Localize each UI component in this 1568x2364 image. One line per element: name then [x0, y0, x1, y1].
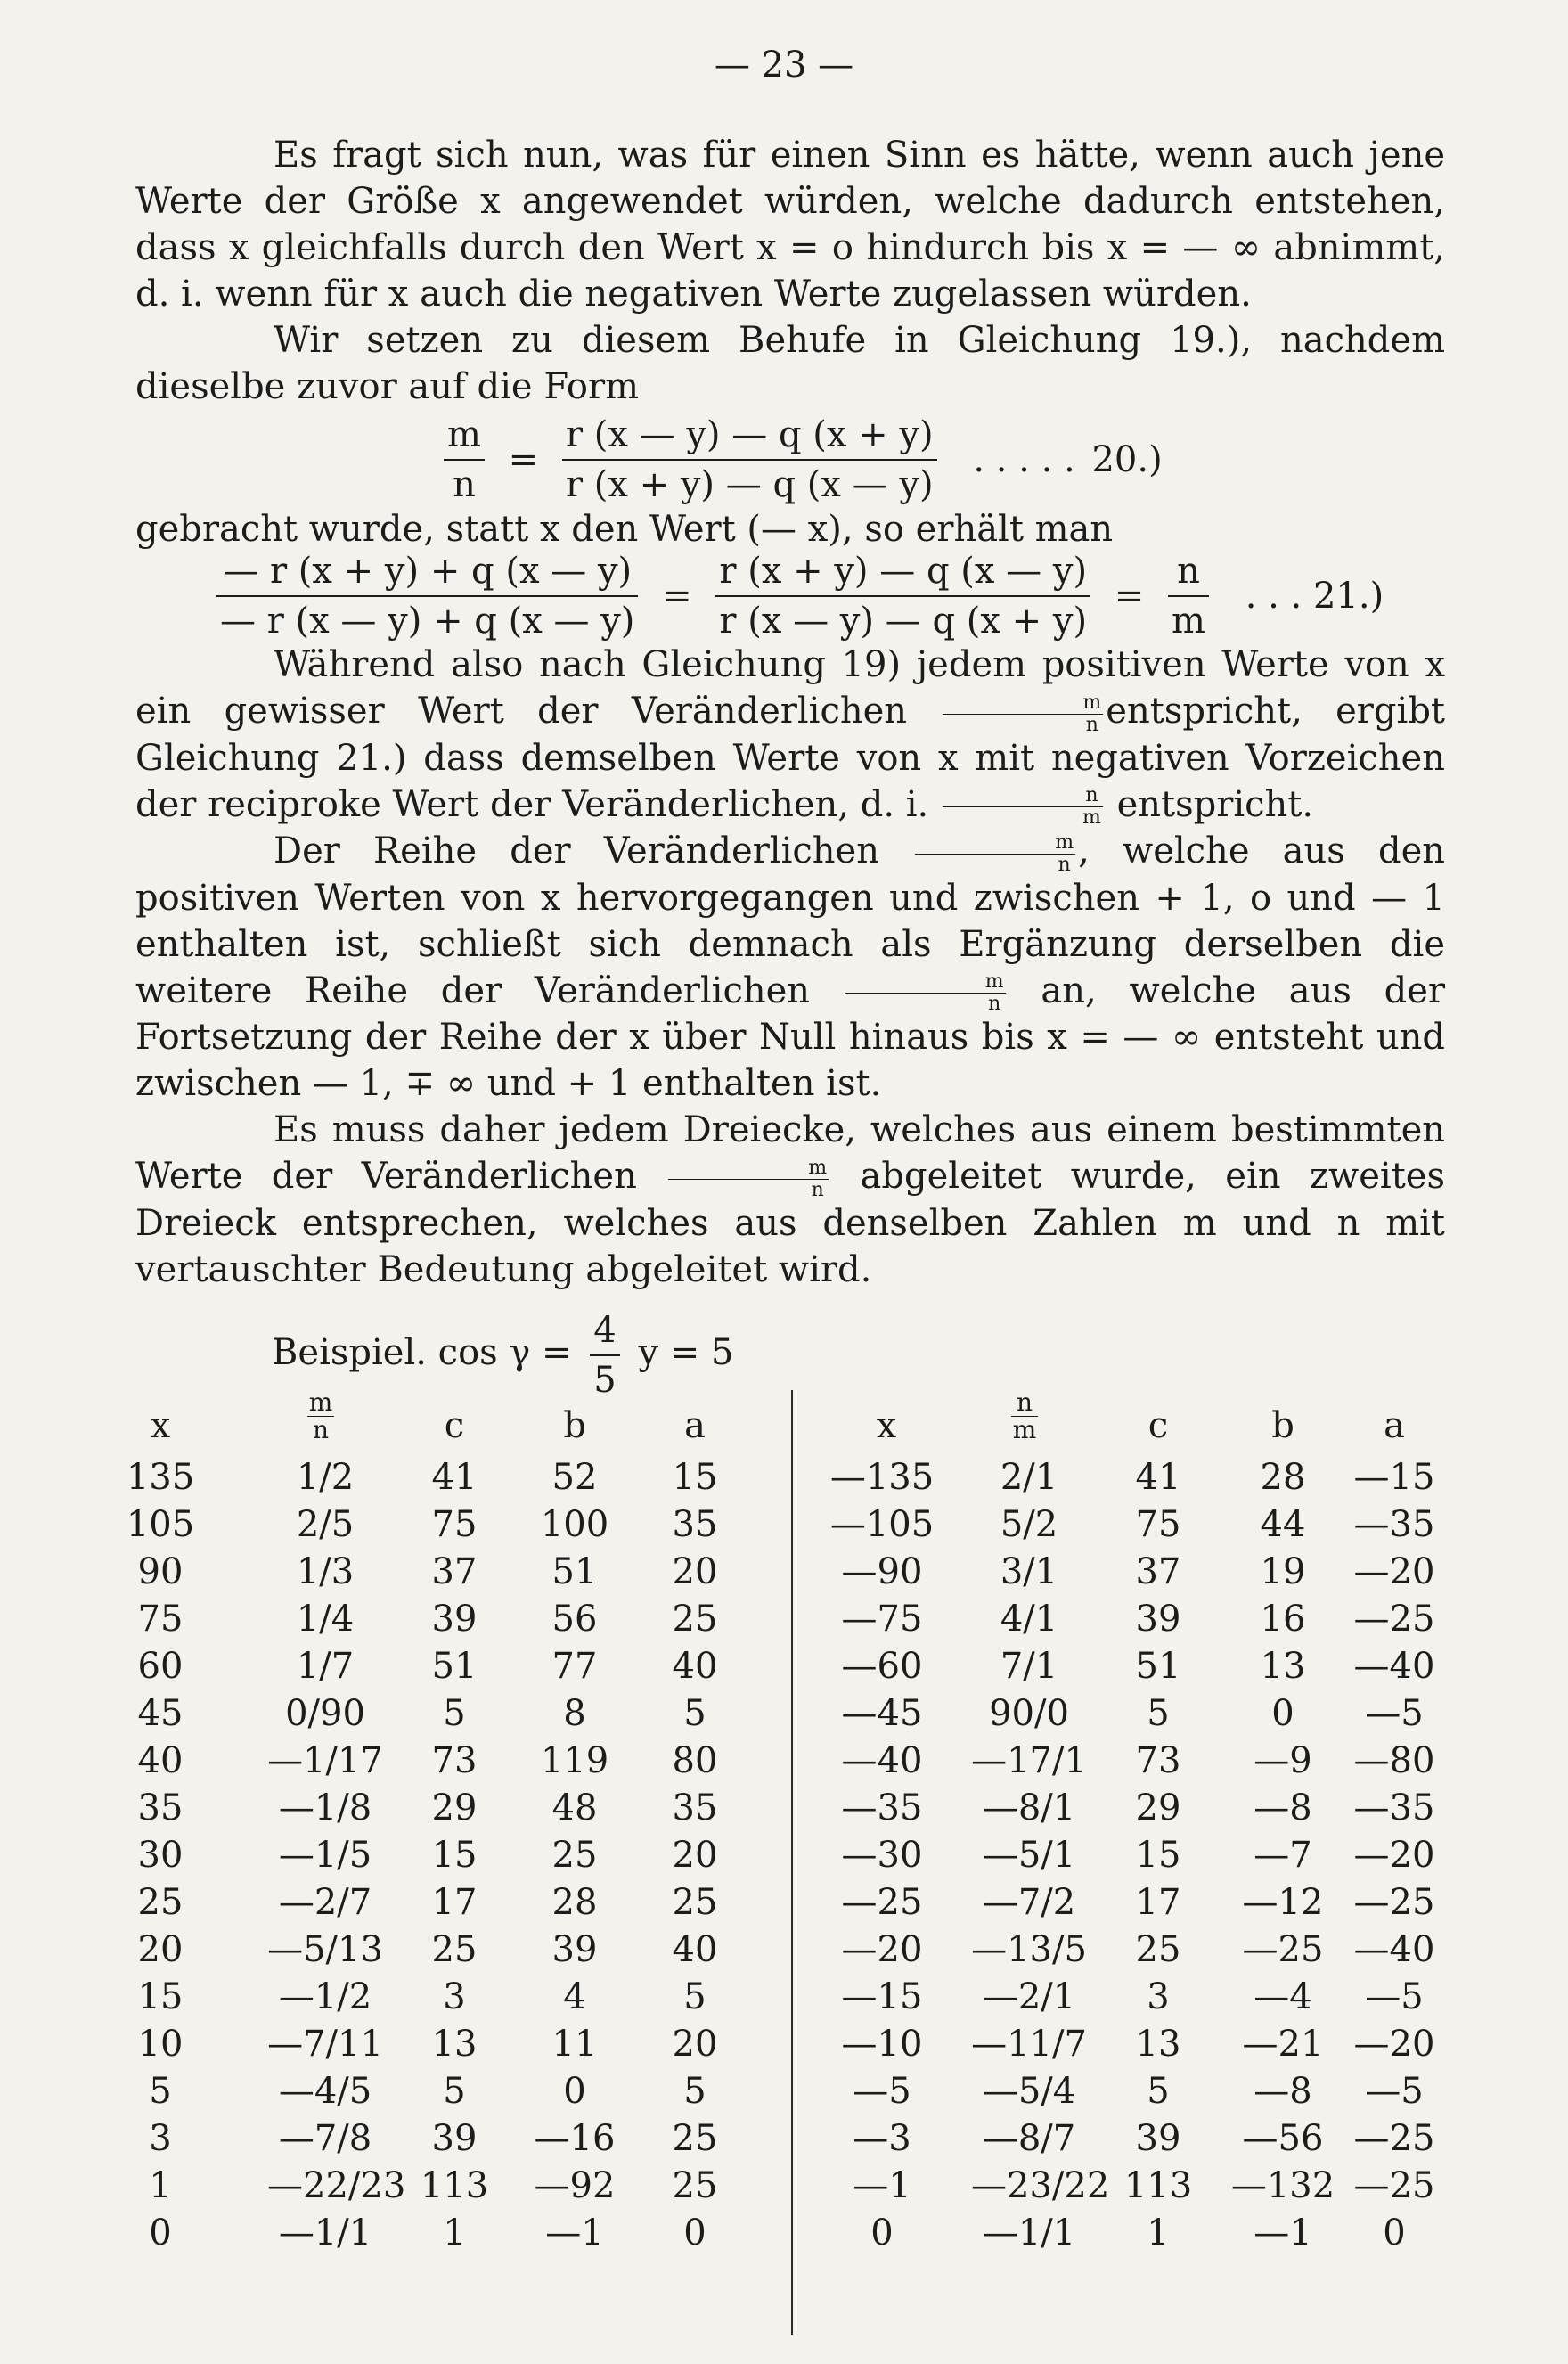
left-cell-r4-c0: 60: [137, 1646, 184, 1687]
right-cell-r12-c0: —10: [841, 2024, 923, 2065]
right-cell-r15-c0: —1: [853, 2165, 911, 2206]
left-cell-r13-c0: 5: [149, 2071, 172, 2112]
m-over-n: $\frac{m}{n}$: [668, 1158, 829, 1200]
right-cell-r6-c1: —17/1: [971, 1740, 1087, 1781]
col-header-c-right: c: [1147, 1405, 1169, 1446]
right-cell-r14-c1: —8/7: [982, 2118, 1076, 2159]
cos-fraction: $\frac{4}{5}$: [590, 1310, 619, 1401]
right-cell-r10-c4: —40: [1353, 1929, 1435, 1970]
right-cell-r0-c4: —15: [1353, 1457, 1435, 1498]
left-cell-r13-c2: 5: [443, 2071, 466, 2112]
left-cell-r11-c2: 3: [443, 1976, 466, 2017]
left-cell-r16-c0: 0: [149, 2213, 172, 2254]
left-cell-r4-c1: 1/7: [296, 1646, 355, 1687]
left-cell-r7-c3: 48: [551, 1787, 598, 1828]
table-divider: [791, 1390, 793, 2335]
right-cell-r7-c4: —35: [1353, 1787, 1435, 1828]
eq20-dots: . . . . .: [973, 439, 1075, 480]
right-cell-r5-c1: 90/0: [989, 1693, 1069, 1734]
left-cell-r8-c4: 20: [672, 1835, 718, 1876]
left-cell-r15-c0: 1: [149, 2165, 172, 2206]
right-cell-r16-c1: —1/1: [982, 2213, 1076, 2254]
col-header-c-left: c: [444, 1405, 465, 1446]
left-cell-r6-c0: 40: [137, 1740, 184, 1781]
right-cell-r9-c2: 17: [1135, 1882, 1181, 1923]
col-header-x-right: x: [876, 1405, 897, 1446]
right-cell-r1-c1: 5/2: [1000, 1504, 1058, 1545]
eq20-label: 20.): [1091, 439, 1163, 480]
right-cell-r12-c4: —20: [1353, 2024, 1435, 2065]
left-cell-r16-c1: —1/1: [278, 2213, 372, 2254]
right-cell-r4-c2: 51: [1135, 1646, 1181, 1687]
left-cell-r6-c3: 119: [540, 1740, 609, 1781]
eq21-fraction-1: $\frac{— r (x + y) + q (x — y)}{— r (x — y) + q (x — y)}$: [216, 551, 638, 642]
right-cell-r13-c0: —5: [853, 2071, 911, 2112]
right-cell-r13-c3: —8: [1254, 2071, 1312, 2112]
right-cell-r2-c3: 19: [1260, 1551, 1306, 1592]
right-cell-r3-c4: —25: [1353, 1599, 1435, 1640]
right-cell-r0-c0: —135: [829, 1457, 935, 1498]
right-cell-r7-c1: —8/1: [982, 1787, 1076, 1828]
right-cell-r3-c1: 4/1: [1000, 1599, 1058, 1640]
eq20-lhs-fraction: $\frac{m}{n}$: [444, 414, 485, 505]
left-cell-r11-c0: 15: [137, 1976, 184, 2017]
left-cell-r7-c0: 35: [137, 1787, 184, 1828]
right-cell-r11-c3: —4: [1254, 1976, 1312, 2017]
right-cell-r2-c0: —90: [841, 1551, 923, 1592]
right-cell-r10-c3: —25: [1242, 1929, 1324, 1970]
left-cell-r16-c2: 1: [443, 2213, 466, 2254]
right-cell-r14-c2: 39: [1135, 2118, 1181, 2159]
left-cell-r0-c1: 1/2: [296, 1457, 355, 1498]
left-cell-r2-c2: 37: [431, 1551, 478, 1592]
right-cell-r4-c3: 13: [1260, 1646, 1306, 1687]
right-cell-r9-c3: —12: [1242, 1882, 1324, 1923]
left-cell-r11-c3: 4: [563, 1976, 586, 2017]
left-cell-r14-c2: 39: [431, 2118, 478, 2159]
left-cell-r1-c2: 75: [431, 1504, 478, 1545]
left-cell-r6-c1: —1/17: [267, 1740, 383, 1781]
equation-21: $\frac{— r (x + y) + q (x — y)}{— r (x — y) + q (x — y)}$ = $\frac{r (x + y) — q (x — y)}{r (x — y) — q (x + y)}$ = $\frac{n}{m}$ . . . 21.): [209, 551, 1384, 642]
right-cell-r8-c1: —5/1: [982, 1835, 1076, 1876]
right-cell-r5-c3: 0: [1271, 1693, 1294, 1734]
right-cell-r1-c2: 75: [1135, 1504, 1181, 1545]
col-header-a-right: a: [1384, 1405, 1405, 1446]
right-cell-r14-c4: —25: [1353, 2118, 1435, 2159]
left-cell-r8-c0: 30: [137, 1835, 184, 1876]
right-cell-r13-c2: 5: [1147, 2071, 1170, 2112]
right-cell-r16-c2: 1: [1147, 2213, 1170, 2254]
left-cell-r2-c4: 20: [672, 1551, 718, 1592]
left-cell-r7-c1: —1/8: [278, 1787, 372, 1828]
right-cell-r5-c0: —45: [841, 1693, 923, 1734]
right-cell-r16-c0: 0: [870, 2213, 894, 2254]
right-cell-r15-c2: 113: [1123, 2165, 1193, 2206]
right-cell-r0-c1: 2/1: [1000, 1457, 1058, 1498]
left-cell-r8-c2: 15: [431, 1835, 478, 1876]
m-over-n: $\frac{m}{n}$: [845, 972, 1006, 1014]
left-cell-r12-c4: 20: [672, 2024, 718, 2065]
paragraph-5: Der Reihe der Veränderlichen $\frac{m}{n}$ , welche aus den positiven Werten von x hervorgegangen und zwischen + 1, o und — 1 enthalten ist, schließt sich demnach als Ergänzung derselben die weitere Reihe der Veränderlichen $\frac{m}{n}$ an, welche aus der Fortsetzung der Reihe der x über Null hinaus bis x = — ∞ entsteht und zwischen — 1, ∓ ∞ und + 1 enthalten ist.: [135, 830, 1446, 1104]
left-cell-r0-c0: 135: [126, 1457, 195, 1498]
left-cell-r0-c3: 52: [551, 1457, 598, 1498]
right-cell-r3-c2: 39: [1135, 1599, 1181, 1640]
right-cell-r11-c4: —5: [1365, 1976, 1424, 2017]
right-cell-r8-c2: 15: [1135, 1835, 1181, 1876]
right-cell-r11-c1: —2/1: [982, 1976, 1076, 2017]
m-over-n: $\frac{m}{n}$: [943, 693, 1103, 735]
right-cell-r1-c4: —35: [1353, 1504, 1435, 1545]
right-cell-r15-c4: —25: [1353, 2165, 1435, 2206]
right-cell-r16-c3: —1: [1254, 2213, 1312, 2254]
right-cell-r2-c2: 37: [1135, 1551, 1181, 1592]
left-cell-r15-c3: —92: [534, 2165, 616, 2206]
eq20-rhs-fraction: $\frac{r (x — y) — q (x + y)}{r (x + y) — q (x — y)}$: [562, 414, 937, 505]
right-cell-r6-c2: 73: [1135, 1740, 1181, 1781]
right-cell-r1-c0: —105: [829, 1504, 935, 1545]
right-cell-r14-c0: —3: [853, 2118, 911, 2159]
left-cell-r4-c4: 40: [672, 1646, 718, 1687]
left-cell-r14-c1: —7/8: [278, 2118, 372, 2159]
left-cell-r0-c2: 41: [431, 1457, 478, 1498]
right-cell-r9-c4: —25: [1353, 1882, 1435, 1923]
left-cell-r4-c3: 77: [551, 1646, 598, 1687]
left-cell-r5-c1: 0/90: [285, 1693, 365, 1734]
left-cell-r12-c1: —7/11: [267, 2024, 383, 2065]
right-cell-r2-c1: 3/1: [1000, 1551, 1058, 1592]
left-cell-r10-c0: 20: [137, 1929, 184, 1970]
left-cell-r8-c1: —1/5: [278, 1835, 372, 1876]
paragraph-6: Es muss daher jedem Dreiecke, welches aus einem bestimmten Werte der Veränderlichen $\frac{m}{n}$ abgeleitet wurde, ein zweites Dreieck entsprechen, welches aus denselben Zahlen m und n mit vertauschter Bedeutung abgeleitet wird.: [135, 1109, 1445, 1290]
left-cell-r3-c1: 1/4: [296, 1599, 355, 1640]
left-cell-r5-c0: 45: [137, 1693, 184, 1734]
left-cell-r6-c4: 80: [672, 1740, 718, 1781]
right-cell-r2-c4: —20: [1353, 1551, 1435, 1592]
left-cell-r5-c4: 5: [683, 1693, 706, 1734]
left-cell-r15-c1: —22/23: [267, 2165, 406, 2206]
right-cell-r7-c2: 29: [1135, 1787, 1181, 1828]
left-cell-r12-c3: 11: [551, 2024, 598, 2065]
left-cell-r5-c3: 8: [563, 1693, 586, 1734]
right-cell-r8-c0: —30: [841, 1835, 923, 1876]
left-cell-r15-c4: 25: [672, 2165, 718, 2206]
right-cell-r13-c4: —5: [1365, 2071, 1424, 2112]
right-cell-r10-c0: —20: [841, 1929, 923, 1970]
right-cell-r4-c0: —60: [841, 1646, 923, 1687]
right-cell-r3-c3: 16: [1260, 1599, 1306, 1640]
right-cell-r10-c1: —13/5: [971, 1929, 1087, 1970]
col-header-b-left: b: [563, 1405, 586, 1446]
left-cell-r14-c3: —16: [534, 2118, 616, 2159]
left-cell-r5-c2: 5: [443, 1693, 466, 1734]
left-cell-r0-c4: 15: [672, 1457, 718, 1498]
right-cell-r12-c3: —21: [1242, 2024, 1324, 2065]
right-cell-r7-c0: —35: [841, 1787, 923, 1828]
right-cell-r9-c0: —25: [841, 1882, 923, 1923]
left-cell-r2-c3: 51: [551, 1551, 598, 1592]
left-cell-r1-c0: 105: [126, 1504, 195, 1545]
right-cell-r5-c4: —5: [1365, 1693, 1424, 1734]
left-cell-r12-c2: 13: [431, 2024, 478, 2065]
left-cell-r11-c4: 5: [683, 1976, 706, 2017]
left-cell-r14-c4: 25: [672, 2118, 718, 2159]
paragraph-1: Es fragt sich nun, was für einen Sinn es hätte, wenn auch jene Werte der Größe x angewendet würden, welche dadurch entstehen, dass x gleichfalls durch den Wert x = o hindurch bis x = — ∞ abnimmt, d. i. wenn für x auch die negativen Werte zugelassen würden.: [135, 135, 1445, 315]
left-cell-r1-c4: 35: [672, 1504, 718, 1545]
left-cell-r10-c2: 25: [431, 1929, 478, 1970]
right-cell-r9-c1: —7/2: [982, 1882, 1076, 1923]
left-cell-r3-c3: 56: [551, 1599, 598, 1640]
right-cell-r12-c1: —11/7: [971, 2024, 1087, 2065]
right-cell-r15-c3: —132: [1230, 2165, 1335, 2206]
eq21-label: . . . 21.): [1245, 576, 1384, 617]
col-header-mn-left: $\frac{m}{n}$: [308, 1387, 333, 1444]
right-cell-r0-c2: 41: [1135, 1457, 1181, 1498]
equation-20: $\frac{m}{n}$ = $\frac{r (x — y) — q (x + y)}{r (x + y) — q (x — y)}$ . . . . . 20.): [437, 414, 1163, 505]
left-cell-r13-c4: 5: [683, 2071, 706, 2112]
right-cell-r11-c2: 3: [1147, 1976, 1170, 2017]
n-over-m: $\frac{n}{m}$: [943, 786, 1103, 828]
left-cell-r10-c1: —5/13: [267, 1929, 383, 1970]
left-cell-r14-c0: 3: [149, 2118, 172, 2159]
right-cell-r7-c3: —8: [1254, 1787, 1312, 1828]
col-header-a-left: a: [684, 1405, 706, 1446]
left-cell-r16-c3: —1: [545, 2213, 604, 2254]
left-cell-r3-c4: 25: [672, 1599, 718, 1640]
left-cell-r6-c2: 73: [431, 1740, 478, 1781]
right-cell-r4-c1: 7/1: [1000, 1646, 1058, 1687]
right-cell-r6-c0: —40: [841, 1740, 923, 1781]
left-cell-r8-c3: 25: [551, 1835, 598, 1876]
paragraph-3: gebracht wurde, statt x den Wert (— x), so erhält man: [135, 509, 1114, 550]
left-cell-r15-c2: 113: [420, 2165, 489, 2206]
example-line: Beispiel. cos γ = $\frac{4}{5}$ y = 5: [272, 1310, 734, 1401]
left-cell-r9-c1: —2/7: [278, 1882, 372, 1923]
paragraph-2: Wir setzen zu diesem Behufe in Gleichung 19.), nachdem dieselbe zuvor auf die Form: [135, 320, 1445, 407]
left-cell-r7-c4: 35: [672, 1787, 718, 1828]
right-cell-r1-c3: 44: [1260, 1504, 1306, 1545]
right-cell-r5-c2: 5: [1147, 1693, 1170, 1734]
right-cell-r6-c4: —80: [1353, 1740, 1435, 1781]
left-cell-r9-c2: 17: [431, 1882, 478, 1923]
left-cell-r13-c1: —4/5: [278, 2071, 372, 2112]
left-cell-r9-c3: 28: [551, 1882, 598, 1923]
left-cell-r1-c3: 100: [540, 1504, 609, 1545]
right-cell-r8-c3: —7: [1254, 1835, 1312, 1876]
left-cell-r10-c4: 40: [672, 1929, 718, 1970]
left-cell-r10-c3: 39: [551, 1929, 598, 1970]
paragraph-4: Während also nach Gleichung 19) jedem positiven Werte von x ein gewisser Wert der Veränderlichen $\frac{m}{n}$ entspricht, ergibt Gleichung 21.) dass demselben Werte von x mit negativen Vorzeichen der reciproke Wert der Veränderlichen, d. i. $\frac{n}{m}$ entspricht.: [135, 644, 1445, 829]
right-cell-r8-c4: —20: [1353, 1835, 1435, 1876]
left-cell-r13-c3: 0: [563, 2071, 586, 2112]
right-cell-r12-c2: 13: [1135, 2024, 1181, 2065]
right-cell-r16-c4: 0: [1383, 2213, 1406, 2254]
col-header-x-left: x: [150, 1405, 171, 1446]
left-cell-r11-c1: —1/2: [278, 1976, 372, 2017]
right-cell-r14-c3: —56: [1242, 2118, 1324, 2159]
left-cell-r9-c0: 25: [137, 1882, 184, 1923]
right-cell-r10-c2: 25: [1135, 1929, 1181, 1970]
right-cell-r11-c0: —15: [841, 1976, 923, 2017]
left-cell-r4-c2: 51: [431, 1646, 478, 1687]
right-cell-r13-c1: —5/4: [982, 2071, 1076, 2112]
left-cell-r2-c1: 1/3: [296, 1551, 355, 1592]
left-cell-r2-c0: 90: [137, 1551, 184, 1592]
right-cell-r0-c3: 28: [1260, 1457, 1306, 1498]
page-number: — 23 —: [714, 45, 854, 86]
eq21-fraction-3: $\frac{n}{m}$: [1168, 551, 1209, 642]
left-cell-r1-c1: 2/5: [296, 1504, 355, 1545]
eq21-fraction-2: $\frac{r (x + y) — q (x — y)}{r (x — y) — q (x + y)}$: [715, 551, 1090, 642]
left-cell-r9-c4: 25: [672, 1882, 718, 1923]
left-cell-r3-c2: 39: [431, 1599, 478, 1640]
left-cell-r7-c2: 29: [431, 1787, 478, 1828]
col-header-b-right: b: [1271, 1405, 1294, 1446]
left-cell-r12-c0: 10: [137, 2024, 184, 2065]
left-cell-r16-c4: 0: [683, 2213, 706, 2254]
right-cell-r6-c3: —9: [1254, 1740, 1312, 1781]
m-over-n: $\frac{m}{n}$: [915, 833, 1075, 875]
left-cell-r3-c0: 75: [137, 1599, 184, 1640]
right-cell-r3-c0: —75: [841, 1599, 923, 1640]
right-cell-r4-c4: —40: [1353, 1646, 1435, 1687]
col-header-nm-right: $\frac{n}{m}$: [1012, 1387, 1037, 1444]
right-cell-r15-c1: —23/22: [971, 2165, 1110, 2206]
